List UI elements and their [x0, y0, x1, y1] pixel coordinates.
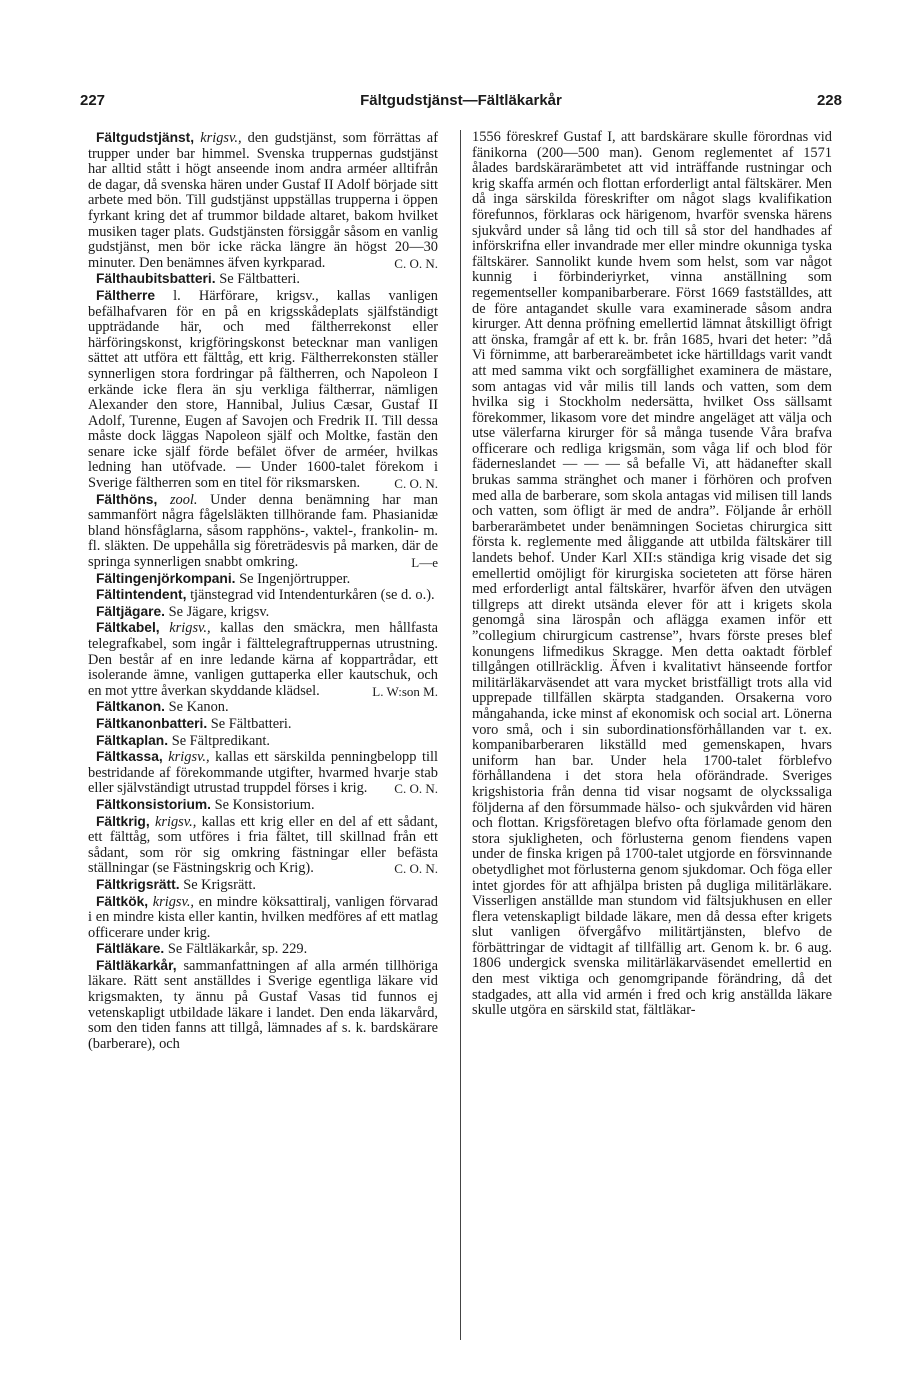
- entry-text: Se Fältbatteri.: [210, 715, 292, 732]
- entry-headword: Fältkrigsrätt.: [96, 876, 180, 892]
- entry-headword: Fältingenjörkompani.: [96, 570, 236, 586]
- entry-signature: C. O. N.: [394, 861, 438, 877]
- entry-text: kallas den smäckra, men hållfasta telegrafkabel, som ingår i fälttelegraftruppernas utrustning. Den består af en inre ledande kärna af koppartrådar, ett isolerande ämne, vanligen guttaperka eller kautschuk, och en mot yttre åverkan skyddande klädsel.: [88, 620, 438, 699]
- entry-signature: L. W:son M.: [372, 683, 438, 699]
- entry-domain: krigsv.,: [168, 749, 210, 766]
- entry-domain: krigsv.,: [155, 813, 197, 830]
- entry-headword: Fältherre: [96, 287, 156, 303]
- dictionary-entry: [88, 797, 438, 814]
- entry-text: kallas ett krig eller en del af ett sådant, ett fälttåg, som utföres i fria fältet, till skillnad från ett sådant, som rör sig omkring fästningar eller befästa ställningar (se Fästningskrig och Krig).: [88, 813, 438, 877]
- right-column: [472, 130, 832, 1019]
- entry-text: en mindre köksattiralj, vanligen förvarad i en mindre kista eller kantin, hvilken medföres af ett matlag officerare under krig.: [88, 893, 438, 941]
- dictionary-entry: [88, 620, 438, 699]
- page-number-left: 227: [80, 92, 106, 109]
- entry-text: Se Krigsrätt.: [183, 876, 256, 893]
- entry-headword: Fältkonsistorium.: [96, 796, 211, 812]
- entry-headword: Fältkanon.: [96, 699, 165, 715]
- entry-headword: Fältkassa,: [96, 749, 163, 765]
- entry-signature: C. O. N.: [394, 781, 438, 797]
- dictionary-entry: [88, 587, 438, 604]
- entry-headword: Fältgudstjänst,: [96, 130, 195, 145]
- dictionary-entry: [88, 492, 438, 571]
- dictionary-entry: [88, 941, 438, 958]
- entry-signature: L—e: [411, 555, 438, 571]
- dictionary-entry: [88, 699, 438, 716]
- entry-text: Se Kanon.: [168, 699, 229, 716]
- dictionary-entry: [88, 958, 438, 1053]
- dictionary-entry: [88, 733, 438, 750]
- dictionary-entry: [88, 716, 438, 733]
- entry-headword: Fälthöns,: [96, 491, 158, 507]
- entry-headword: Fältkrig,: [96, 813, 150, 829]
- entry-headword: Fältkabel,: [96, 620, 160, 636]
- continued-entry: [472, 130, 832, 1019]
- entry-text: l. Härförare, krigsv., kallas vanligen befälhafvaren för en på en krigsskådeplats själfständigt uppträdande här, och med fältherrekonst eller härföringskonst, krigföringskonst betecknar man vanligen sättet att utföra ett fälttåg, ett krig. Fältherrekonsten ställer synnerligen stora fordringar på fältherren, och Napoleon I erkände icke flera än sju verkliga fältherrar, nämligen Alexander den store, Hannibal, Julius Cæsar, Gustaf II Adolf, Turenne, Eugen af Savojen och Fredrik II. Till dessa måste dock läggas Napoleon själf och Moltke, fastän den senare icke själf förde befälet öfver de arméer, hvilkas ledning han utöfvade. — Under 1600-talet förekom i Sverige fältherren som en titel för riksmarsken.: [88, 287, 439, 492]
- entry-text: 1556 föreskref Gustaf I, att bardskärare skulle förordnas vid fänikorna (200—500 man). Genom reglementet af 1571 ålades bardskärarämbetet att vid inträffande rustningar och krig skaffa armén och flottan erforderligt antal fältskärer. Men då inga särskilda föreskrifter om något slags kvalifikation förefunnos, förklaras ock härigenom, hvarför svenska härens sjukvård under så lång tid och till så stor del handhades af införskrifna eller invandrade mer eller mindre okunniga tyska fältskärer. Sannolikt kunde hvem som helst, som var något kunnig i förbinderiyrket, vinna anställning som regementseller kompanibarberare. Först 1669 fastställdes, att de före antagandet skulle vara examinerade såsom andra kirurger. Att denna pröfning emellertid lämnat åtskilligt öfrigt att önska, framgår af ett k. br. från 1685, hvari det heter: ”då Vi förnimme, att barberareämbetet icke härtilldags varit vandt att med samma vikt och sorgfällighet examinera de mästare, som antagas vid vår milis till lands och vatten, som dem hvilka sig i Stockholm nedersätta, hvilket Oss sällsamt förekommer, likasom vore det mindre angeläget att välja och utse välerfarna kirurger för så många tusende Våra brafva officerare och redliga krigsmän, som våga lif och blod för fäderneslandet — — — så befalle Vi, att hädanefter skall brukas samma stränghet och maner i förhören och profven med alla de barberare, som skola antagas vid milisen till lands och vatten, som öfligt är med de andra”. Följande år erhöll barberarämbetet under benämningen Societas chirurgica sitt första k. reglemente med åliggande att utbilda fältskärer till landets behof. Under Karl XII:s ständiga krig visade det sig emellertid omöjligt för kirurgiska societeten att förse hären med erforderligt antal fältskärer, hvarför äfven den utvägen tillgreps att direkt utsända elever för att i krigets skola genomgå sina lärospån och aflägga examen inför ett ”collegium chirurgicum castrense”, hvars förste preses blef konungens lifmedikus Skragge. Men detta oaktadt förblef tillgången otillräcklig. Äfven i kvalitativt hänseende fortfor militärläkarväsendet att vara mycket bristfälligt trots alla vid upprepade tillfällen skärpta stadganden. Orsakerna voro mångahanda, icke minst af ekonomisk och social art. Lönerna voro små, och i sin subordinationsförhållanden var t. ex. kompanibarberaren likställd med gemenskapen, hvars uniform han bar. Under hela 1700-talet förblefvo förhållandena i det stora hela oförändrade. Sveriges krigshistoria från denna tid visar nogsamt de olyckssaliga följderna af den försummade hälso- och sjukvården vid hären och flottan. Krigsföretagen blefvo ofta förlamade genom den stora sjukligheten, och förlusterna genom fiendens vapen under de finska krigen på 1700-talet utgjorde en försvinnande obetydlighet mot förlusterna genom sjukdomar. Och föga eller intet gjordes för att afhjälpa bristen på dugliga militärläkare. Visserligen anställde man stundom vid fältsjukhusen en eller flera vetenskapligt bildade läkare, men då dessa efter krigets slut vanligen öfvergåfvo militärtjänsten, blefvo de förbättringar de vidtagit af tillfällig art. Genom k. br. 6 aug. 1806 undergick svenska militärläkarväsendet emellertid en den mest viktiga och genomgripande förändring, då det stadgades, att alla vid armén i fred och krig anställda läkare skulle utgöra en särskild stat, fältläkar-: [472, 129, 832, 1019]
- entry-headword: Fälthaubitsbatteri.: [96, 271, 216, 287]
- entry-headword: Fältkaplan.: [96, 732, 169, 748]
- entry-text: Se Jägare, krigsv.: [168, 603, 270, 620]
- entry-text: Se Fältpredikant.: [171, 732, 271, 749]
- entry-text: kallas ett särskilda penningbelopp till bestridande af förekommande utgifter, hvarmed hvarje stab eller självständigt utrustad truppdel förses i krig.: [88, 749, 438, 797]
- entry-text: Se Konsistorium.: [214, 796, 315, 813]
- entry-text: sammanfattningen af alla armén tillhöriga läkare. Rätt sent anställdes i Sverige egentliga läkare vid krigsmakten, ty ännu på Gustaf Vasas tid funnos ej vetenskapligt utbildade läkare i landet. Den enda läkarvård, som den tiden fanns att tillgå, lämnades af s. k. bardskärare (barberare), och: [88, 957, 438, 1052]
- entry-headword: Fältkanonbatteri.: [96, 715, 208, 731]
- dictionary-entry: [88, 271, 438, 288]
- dictionary-entry: [88, 749, 438, 797]
- left-column: [88, 130, 438, 1052]
- entry-text: Se Fältläkarkår, sp. 229.: [167, 941, 308, 958]
- dictionary-entry: [88, 571, 438, 588]
- dictionary-entry: [88, 894, 438, 942]
- dictionary-entry: [88, 814, 438, 877]
- entry-headword: Fältläkarkår,: [96, 957, 177, 973]
- entry-headword: Fältintendent,: [96, 587, 187, 603]
- entry-domain: krigsv.,: [200, 130, 242, 146]
- entry-headword: Fältläkare.: [96, 941, 165, 957]
- entry-text: Se Fältbatteri.: [219, 271, 300, 288]
- entry-signature: C. O. N.: [394, 255, 438, 271]
- dictionary-entry: [88, 877, 438, 894]
- dictionary-entry: [88, 288, 438, 492]
- running-title: Fältgudstjänst—Fältläkarkår: [360, 92, 562, 109]
- entry-domain: zool.: [169, 491, 198, 508]
- entry-signature: C. O. N.: [394, 476, 438, 492]
- dictionary-entry: [88, 130, 438, 271]
- dictionary-entry: [88, 604, 438, 621]
- entry-text: den gudstjänst, som förrättas af trupper under bar himmel. Svenska truppernas gudstjänst har alltid stått i högt anseende inom andra arméer alltifrån de dagar, då svenska hären under Gustaf II Adolf började sitt arbete med bön. Till gudstjänst uppställas trupperna i öppen fyrkant kring det af trummor bildade altaret, bakom hvilket musiken tager plats. Gudstjänsten försiggår såsom en vanlig gudstjänst, men bör icke räcka längre än högst 20—30 minuter. Den benämnes äfven kyrkparad.: [88, 130, 438, 271]
- column-divider: [460, 130, 461, 1340]
- page-number-right: 228: [816, 92, 842, 109]
- entry-text: tjänstegrad vid Intendenturkåren (se d. o.).: [190, 587, 435, 604]
- entry-headword: Fältkök,: [96, 893, 149, 909]
- entry-domain: krigsv.,: [152, 893, 195, 910]
- page-header: [80, 92, 842, 116]
- entry-domain: krigsv.,: [169, 620, 211, 637]
- entry-headword: Fältjägare.: [96, 603, 166, 619]
- entry-text: Se Ingenjörtrupper.: [239, 570, 351, 587]
- entry-text: Under denna benämning har man sammanfört några fågelsläkten tillhörande fam. Phasianidæ bland hönsfåglarna, såsom rapphöns-, vaktel-, frankolin- m. fl. släkten. De uppehålla sig företrädesvis på marken, där de springa synnerligen snabbt omkring.: [88, 491, 438, 571]
